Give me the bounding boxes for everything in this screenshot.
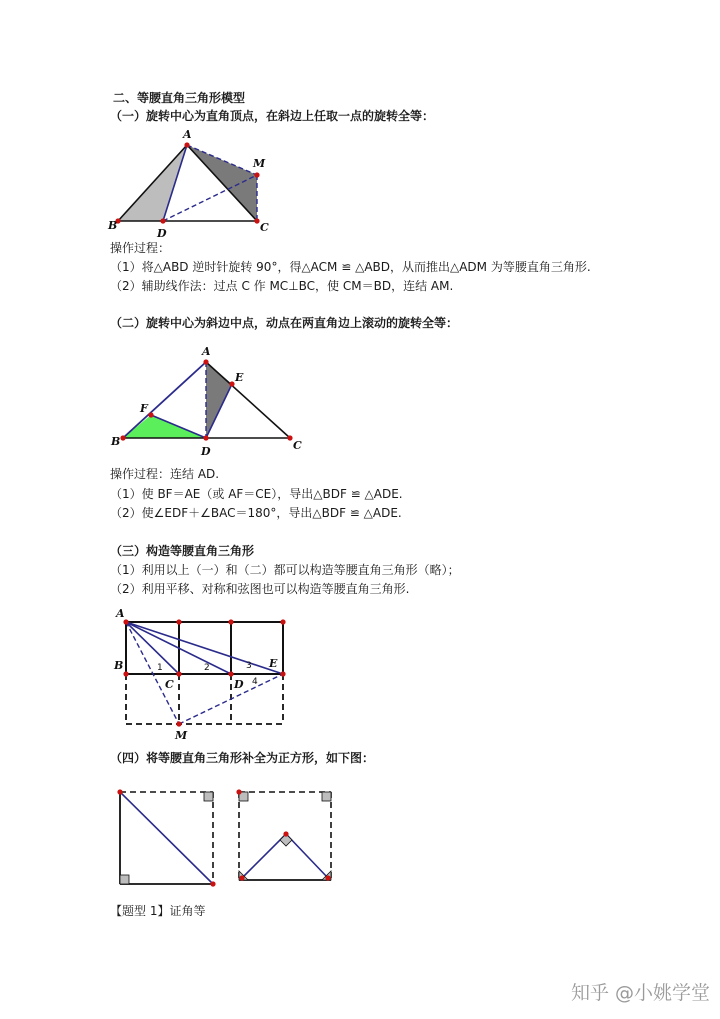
right-angle-mark <box>204 792 213 801</box>
part1-ops-title: 操作过程： <box>110 241 171 255</box>
part2-step1: （1）使 BF＝AE（或 AF＝CE），导出△BDF ≌ △ADE. <box>110 487 403 501</box>
label-e: E <box>235 371 244 384</box>
label-a: A <box>183 128 192 141</box>
part3-step1: （1）利用以上（一）和（二）都可以构造等腰直角三角形（略）； <box>110 563 460 577</box>
label-b: B <box>111 435 121 448</box>
label-a: A <box>116 607 125 620</box>
label-d: D <box>234 678 244 691</box>
label-b: B <box>114 659 124 672</box>
label-d: D <box>157 227 167 240</box>
label-f: F <box>140 402 148 415</box>
label-b: B <box>108 219 118 232</box>
part4-heading: （四）将等腰直角三角形补全为正方形，如下图： <box>110 751 375 765</box>
part3-step2: （2）利用平移、对称和弦图也可以构造等腰直角三角形. <box>110 582 410 596</box>
angle-label-4: 4 <box>252 677 258 687</box>
part3-heading: （三）构造等腰直角三角形 <box>110 544 255 558</box>
label-d: D <box>201 445 211 458</box>
label-a: A <box>202 345 211 358</box>
label-c: C <box>293 439 302 452</box>
section-title: 二、等腰直角三角形模型 <box>113 91 246 105</box>
part1-step1: （1）将△ABD 逆时针旋转 90°，得△ACM ≌ △ABD，从而推出△ADM 为等腰直角三角形. <box>110 260 591 274</box>
angle-label-3: 3 <box>246 661 252 671</box>
label-c: C <box>260 221 269 234</box>
label-c: C <box>165 678 174 691</box>
label-e: E <box>269 657 278 670</box>
part2-heading: （二）旋转中心为斜边中点，动点在两直角边上滚动的旋转全等： <box>110 316 459 330</box>
right-angle-mark <box>120 875 129 884</box>
part1-heading: （一）旋转中心为直角顶点，在斜边上任取一点的旋转全等： <box>110 109 435 123</box>
question-type: 【题型 1】证角等 <box>110 904 206 918</box>
label-m: M <box>253 157 266 170</box>
watermark: 知乎 @小姚学堂 <box>570 982 710 1004</box>
part2-ops-title: 操作过程：连结 AD. <box>110 467 220 481</box>
angle-label-2: 2 <box>204 663 210 673</box>
right-angle-mark <box>322 792 331 801</box>
angle-label-1: 1 <box>157 663 163 673</box>
label-m: M <box>175 729 188 742</box>
part2-step2: （2）使∠EDF＋∠BAC＝180°，导出△BDF ≌ △ADE. <box>110 506 402 520</box>
part1-step2: （2）辅助线作法：过点 C 作 MC⊥BC，使 CM＝BD，连结 AM. <box>110 279 454 293</box>
